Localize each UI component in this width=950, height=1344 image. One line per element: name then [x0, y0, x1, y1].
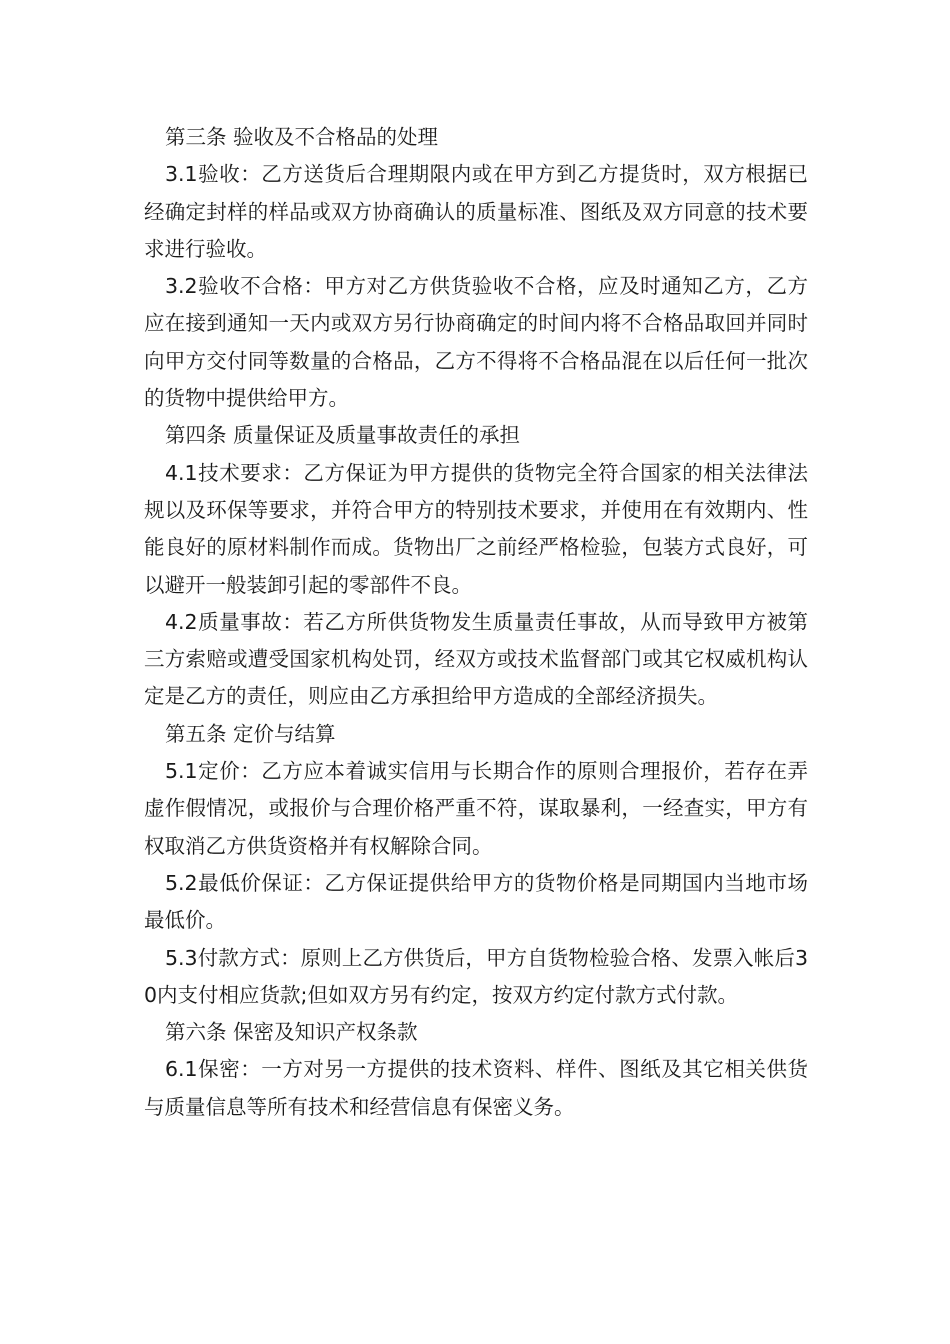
clause-3-2: 3.2验收不合格：甲方对乙方供货验收不合格，应及时通知乙方，乙方应在接到通知一天内或双方另行协商确定的时间内将不合格品取回并同时向甲方交付同等数量的合格品，乙方不得将不合格品混在以后任何一批次的货物中提供给甲方。 — [144, 274, 808, 411]
clause-5-1: 5.1定价：乙方应本着诚实信用与长期合作的原则合理报价，若存在弄虚作假情况，或报价与合理价格严重不符，谋取暴利，一经查实，甲方有权取消乙方供货资格并有权解除合同。 — [144, 759, 808, 858]
clause-4-2: 4.2质量事故：若乙方所供货物发生质量责任事故，从而导致甲方被第三方索赔或遭受国家机构处罚，经双方或技术监督部门或其它权威机构认定是乙方的责任，则应由乙方承担给甲方造成的全部经济损失。 — [144, 609, 808, 709]
clause-4-1: 4.1技术要求：乙方保证为甲方提供的货物完全符合国家的相关法律法规以及环保等要求，并符合甲方的特别技术要求，并使用在有效期内、性能良好的原材料制作而成。货物出厂之前经严格检验，包装方式良好，可以避开一般装卸引起的零部件不良。 — [144, 460, 808, 597]
article-4-heading: 第四条 质量保证及质量事故责任的承担 — [165, 423, 521, 448]
clause-5-2: 5.2最低价保证：乙方保证提供给甲方的货物价格是同期国内当地市场最低价。 — [144, 870, 808, 933]
clause-3-1: 3.1验收：乙方送货后合理期限内或在甲方到乙方提货时，双方根据已经确定封样的样品或双方协商确认的质量标准、图纸及双方同意的技术要求进行验收。 — [144, 162, 808, 261]
article-3-heading: 第三条 验收及不合格品的处理 — [165, 125, 439, 149]
document-body — [144, 119, 808, 1126]
article-5-heading: 第五条 定价与结算 — [165, 721, 336, 746]
clause-5-3: 5.3付款方式：原则上乙方供货后，甲方自货物检验合格、发票入帐后30内支付相应货款;但如双方另有约定，按双方约定付款方式付款。 — [144, 945, 808, 1007]
article-6-heading: 第六条 保密及知识产权条款 — [165, 1020, 418, 1045]
clause-6-1: 6.1保密：一方对另一方提供的技术资料、样件、图纸及其它相关供货与质量信息等所有技术和经营信息有保密义务。 — [144, 1057, 808, 1119]
